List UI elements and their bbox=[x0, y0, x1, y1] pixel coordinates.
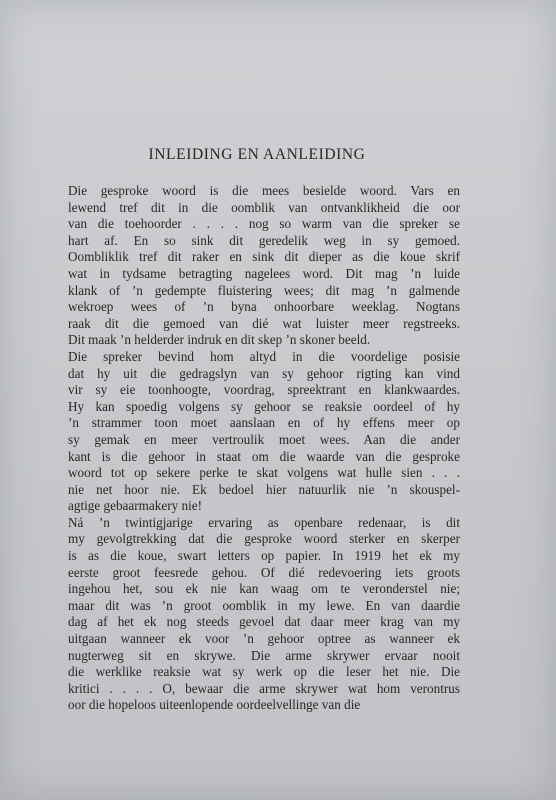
paragraph bbox=[54, 349, 460, 515]
chapter-heading: INLEIDING EN AANLEIDING bbox=[148, 146, 366, 163]
text-line: van die toehoorder . . . . nog so warm van die spreker se bbox=[68, 216, 460, 232]
paragraph bbox=[54, 515, 460, 714]
text-line: hart af. En so sink dit geredelik weg in sy gemoed. bbox=[68, 232, 460, 248]
text-line: Die spreker bevind hom altyd in die voordelige posisie bbox=[68, 348, 460, 364]
text-line: vir sy eie toonhoogte, voordrag, spreektrant en klankwaardes. bbox=[68, 382, 460, 398]
text-line: lewend tref dit in die oomblik van ontvanklikheid die oor bbox=[68, 199, 460, 215]
text-line: is as die koue, swart letters op papier. In 1919 het ek my bbox=[68, 548, 460, 564]
text-line: woord tot op sekere perke te skat volgens wat hulle sien . . . bbox=[68, 465, 460, 481]
text-line: wat in tydsame betragting nagelees word. Dit mag ’n luide bbox=[68, 265, 460, 281]
text-line: Hy kan spoedig volgens sy gehoor se reaksie oordeel of hy bbox=[68, 398, 460, 414]
text-line: nugterweg sit en skrywe. Die arme skrywer ervaar nooit bbox=[68, 647, 460, 663]
text-line: eerste groot feesrede gehou. Of dié redevoering iets groots bbox=[68, 564, 460, 580]
text-line: dat hy uit die gedragslyn van sy gehoor rigting kan vind bbox=[68, 365, 460, 381]
text-line: Dit maak ’n helderder indruk en dit skep ’n skoner beeld. bbox=[68, 332, 371, 348]
text-line: maar dit was ’n groot oomblik in my lewe. En van daardie bbox=[68, 597, 460, 613]
text-line: raak dit die gemoed van dié wat luister meer regstreeks. bbox=[68, 315, 460, 331]
text-line: kant is die gehoor in staat om die waarde van die gesproke bbox=[68, 448, 460, 464]
text-line: Die gesproke woord is die mees besielde woord. Vars en bbox=[68, 183, 460, 198]
text-line: klank of ’n gedempte fluistering wees; dit mag ’n galmende bbox=[68, 282, 460, 298]
page-content bbox=[54, 144, 460, 714]
text-line: die werklike reaksie wat sy werk op die leser het nie. Die bbox=[68, 664, 460, 680]
text-line: kritici . . . . O, bewaar die arme skrywer wat hom verontrus bbox=[68, 680, 460, 696]
text-line: ingehou het, sou ek nie kan waag om te veronderstel nie; bbox=[68, 581, 460, 597]
text-line: Ná ’n twintigjarige ervaring as openbare redenaar, is dit bbox=[68, 514, 460, 530]
text-line: sy gemak en meer vertroulik moet wees. Aan die ander bbox=[68, 431, 460, 447]
paragraph bbox=[54, 183, 460, 349]
text-line: Oombliklik tref dit raker en sink dit dieper as die koue skrif bbox=[68, 249, 460, 265]
text-line: agtige gebaarmakery nie! bbox=[68, 498, 202, 514]
text-body bbox=[54, 183, 460, 714]
text-line: uitgaan wanneer ek voor ’n gehoor optree as wanneer ek bbox=[68, 631, 460, 647]
text-line: my gevolgtrekking dat die gesproke woord sterker en skerper bbox=[68, 531, 460, 547]
text-line: oor die hopeloos uiteenlopende oordeelvellinge van die bbox=[68, 697, 361, 713]
text-line: wekroep wees of ’n byna onhoorbare weeklag. Nogtans bbox=[68, 299, 460, 315]
text-line: nie net hoor nie. Ek bedoel hier natuurlik nie ’n skouspel- bbox=[68, 481, 460, 497]
text-line: ’n strammer toon moet aanslaan en of hy effens meer op bbox=[68, 415, 460, 431]
text-line: dag af het ek nog steeds gevoel dat daar meer krag van my bbox=[68, 614, 460, 630]
